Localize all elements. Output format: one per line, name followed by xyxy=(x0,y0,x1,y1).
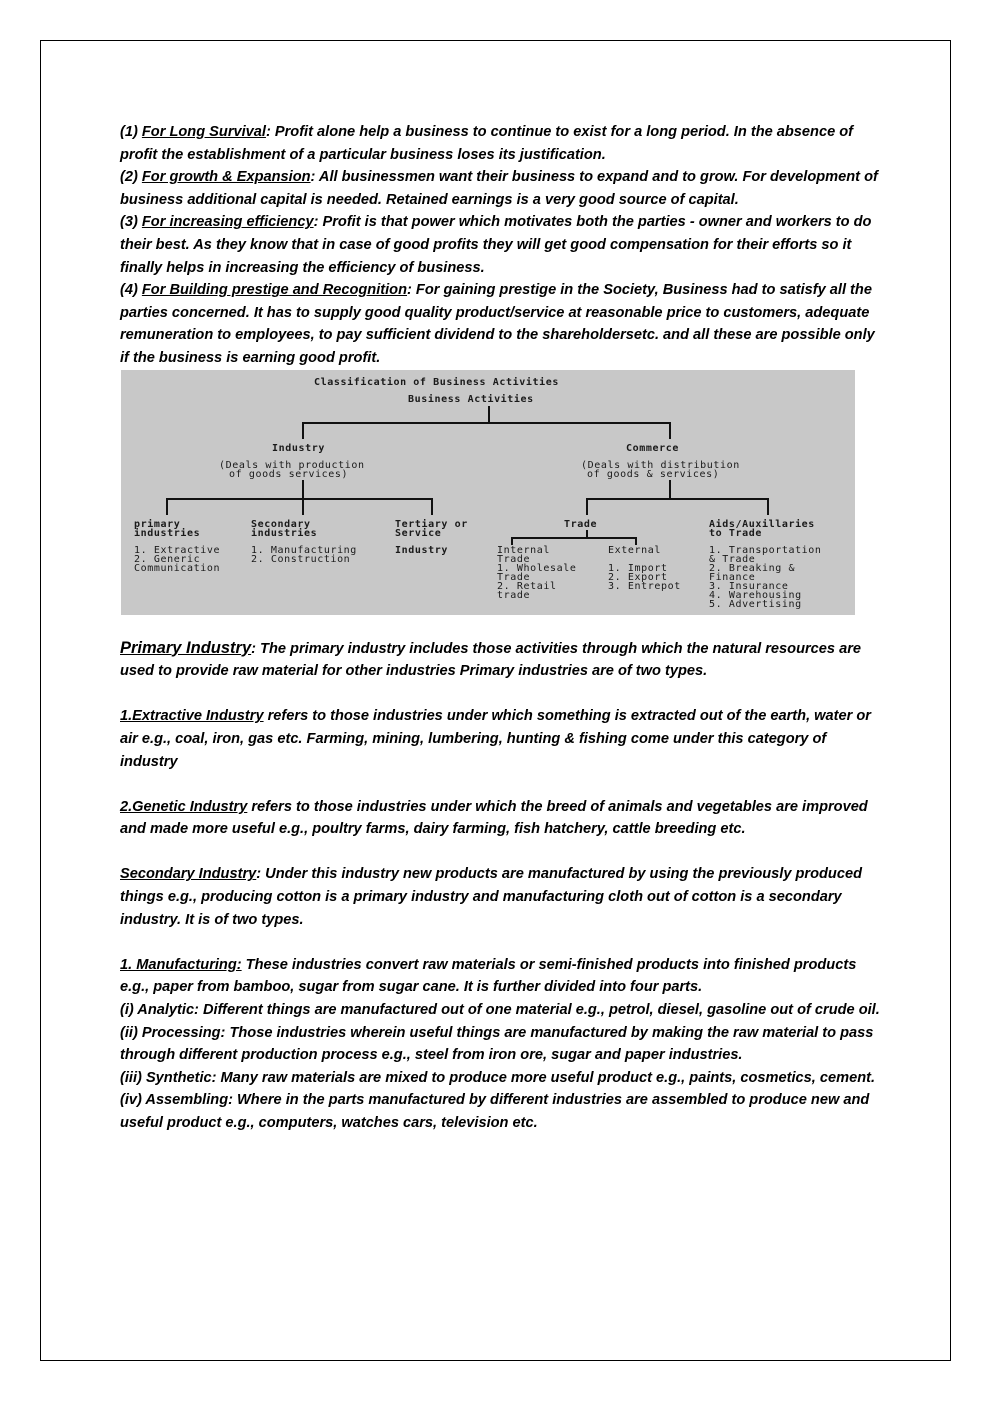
connector-line xyxy=(635,537,637,545)
secondary-label: Secondary xyxy=(251,518,311,530)
secondary-industry-paragraph: Secondary Industry: Under this industry new products are manufactured by using the previously produced things e.g., producing cotton is a primary industry and manufacturing cloth out of cotton is a secondary industry. It is of two types. xyxy=(120,866,862,928)
point-increasing-efficiency: (3) For increasing efficiency: Profit is that power which motivates both the parties - owner and workers to do their best. As they know that in case of good profits they will get good compensation for their efforts so it finally helps in increasing the efficiency of business. xyxy=(120,214,872,276)
connector-line xyxy=(586,498,769,500)
extractive-industry-paragraph: 1.Extractive Industry refers to those industries under which something is extracted out of the earth, water or air e.g., coal, iron, gas etc. Farming, mining, lumbering, hunting & fishing come under this category of industry xyxy=(120,708,871,770)
aids-item: Finance xyxy=(709,571,756,583)
primary-industry-paragraph: Primary Industry: The primary industry includes those activities through which the natural resources are used to provide raw material for other industries Primary industries are of two types. xyxy=(120,638,861,680)
point-title: For Building prestige and Recognition xyxy=(141,282,408,299)
commerce-label: Commerce xyxy=(626,442,679,454)
aids-item: & Trade xyxy=(709,553,756,565)
document-body xyxy=(120,121,880,1135)
connector-line xyxy=(166,498,168,515)
aids-item: 3. Insurance xyxy=(709,580,789,592)
diagram-root: Business Activities xyxy=(408,393,534,405)
commerce-desc: (Deals with distribution xyxy=(581,459,740,471)
primary-item: Communication xyxy=(134,562,221,574)
point-prestige-recognition: (4) For Building prestige and Recognition: For gaining prestige in the Society, Business had to satisfy all the parties concerned. It has to supply good quality product/service at reasonable price to customers, adequate remuneration to employees, to pay sufficient dividend to the shareholdersetc. and all these are possible only if the business is earning good profit. xyxy=(120,282,875,366)
industry-label: Industry xyxy=(272,442,325,454)
connector-line xyxy=(767,498,769,515)
primary-industry-heading: Primary Industry xyxy=(120,638,252,657)
classification-diagram xyxy=(121,370,855,615)
primary-item: 2. Generic xyxy=(134,553,201,565)
tertiary-label: Tertiary or xyxy=(395,518,468,530)
connector-line xyxy=(488,406,490,422)
primary-item: 1. Extractive xyxy=(134,544,221,556)
external-trade-item: 2. Export xyxy=(608,571,668,583)
connector-line xyxy=(302,422,671,424)
connector-line xyxy=(586,498,588,515)
connector-line xyxy=(302,422,304,439)
extractive-industry-title: 1.Extractive Industry xyxy=(120,708,264,725)
connector-line xyxy=(511,537,637,539)
industry-desc: (Deals with production xyxy=(219,459,365,471)
internal-trade-item: Trade xyxy=(497,571,531,583)
internal-trade-item: 1. Wholesale xyxy=(497,562,577,574)
internal-trade-item: Trade xyxy=(497,553,531,565)
manufacturing-title: 1. Manufacturing: xyxy=(120,956,242,973)
connector-line xyxy=(669,422,671,439)
connector-line xyxy=(511,537,513,545)
genetic-industry-paragraph: 2.Genetic Industry refers to those industries under which the breed of animals and vegetables are improved and made more useful e.g., poultry farms, dairy farming, fish hatchery, cattle breeding etc. xyxy=(120,798,868,838)
connector-line xyxy=(302,498,304,515)
aids-item: 5. Advertising xyxy=(709,598,802,610)
external-trade-item: External xyxy=(608,544,661,556)
manufacturing-part: (ii) Processing: Those industries wherein useful things are manufactured by making the raw material to pass through different production process e.g., steel from iron ore, sugar and paper industries. xyxy=(120,1024,874,1064)
aids-label: Aids/Auxillaries xyxy=(709,518,815,530)
trade-label: Trade xyxy=(564,518,598,530)
secondary-item: 1. Manufacturing xyxy=(251,544,357,556)
secondary-item: 2. Construction xyxy=(251,553,351,565)
secondary-industry-title: Secondary Industry xyxy=(120,866,257,883)
tertiary-item: Industry xyxy=(395,544,448,556)
manufacturing-part: (iv) Assembling: Where in the parts manufactured by different industries are assembled to produce new and useful product e.g., computers, watches cars, television etc. xyxy=(120,1092,870,1131)
aids-item: 4. Warehousing xyxy=(709,589,802,601)
industry-desc: of goods services) xyxy=(229,468,349,480)
internal-trade-item: trade xyxy=(497,589,531,601)
point-title: For Long Survival xyxy=(141,124,266,140)
internal-trade-item: 2. Retail xyxy=(497,580,557,592)
manufacturing-part: (i) Analytic: Different things are manufactured out of one material e.g., petrol, diesel, gasoline out of crude oil. xyxy=(120,1002,880,1019)
connector-line xyxy=(669,480,671,498)
point-title: For growth & Expansion xyxy=(141,169,311,186)
connector-line xyxy=(302,480,304,498)
commerce-desc: of goods & services) xyxy=(587,468,720,480)
point-long-survival: (1) For Long Survival: Profit alone help a business to continue to exist for a long period. In the absence of profit the establishment of a particular business loses its justification. xyxy=(120,124,854,163)
manufacturing-part: (iii) Synthetic: Many raw materials are mixed to produce more useful product e.g., paints, cosmetics, cement. xyxy=(120,1069,876,1086)
diagram-title: Classification of Business Activities xyxy=(314,376,559,388)
manufacturing-paragraph: 1. Manufacturing: These industries convert raw materials or semi-finished products into finished products e.g., paper from bamboo, sugar from sugar cane. It is further divided into four parts. xyxy=(120,956,857,996)
connector-line xyxy=(431,498,433,515)
secondary-label: industries xyxy=(251,527,318,539)
aids-label: to Trade xyxy=(709,527,762,539)
primary-label: primary xyxy=(134,518,181,530)
point-growth-expansion: (2) For growth & Expansion: All businessmen want their business to expand and to grow. For development of business additional capital is needed. Retained earnings is a very good source of capital. xyxy=(120,169,878,208)
aids-item: 1. Transportation xyxy=(709,544,822,556)
external-trade-item: 1. Import xyxy=(608,562,668,574)
external-trade-item: 3. Entrepot xyxy=(608,580,681,592)
primary-label: industries xyxy=(134,527,201,539)
connector-line xyxy=(166,498,433,500)
tertiary-label: Service xyxy=(395,527,442,539)
internal-trade-item: Internal xyxy=(497,544,550,556)
genetic-industry-title: 2.Genetic Industry xyxy=(120,798,248,815)
aids-item: 2. Breaking & xyxy=(709,562,796,574)
point-title: For increasing efficiency xyxy=(141,214,314,231)
